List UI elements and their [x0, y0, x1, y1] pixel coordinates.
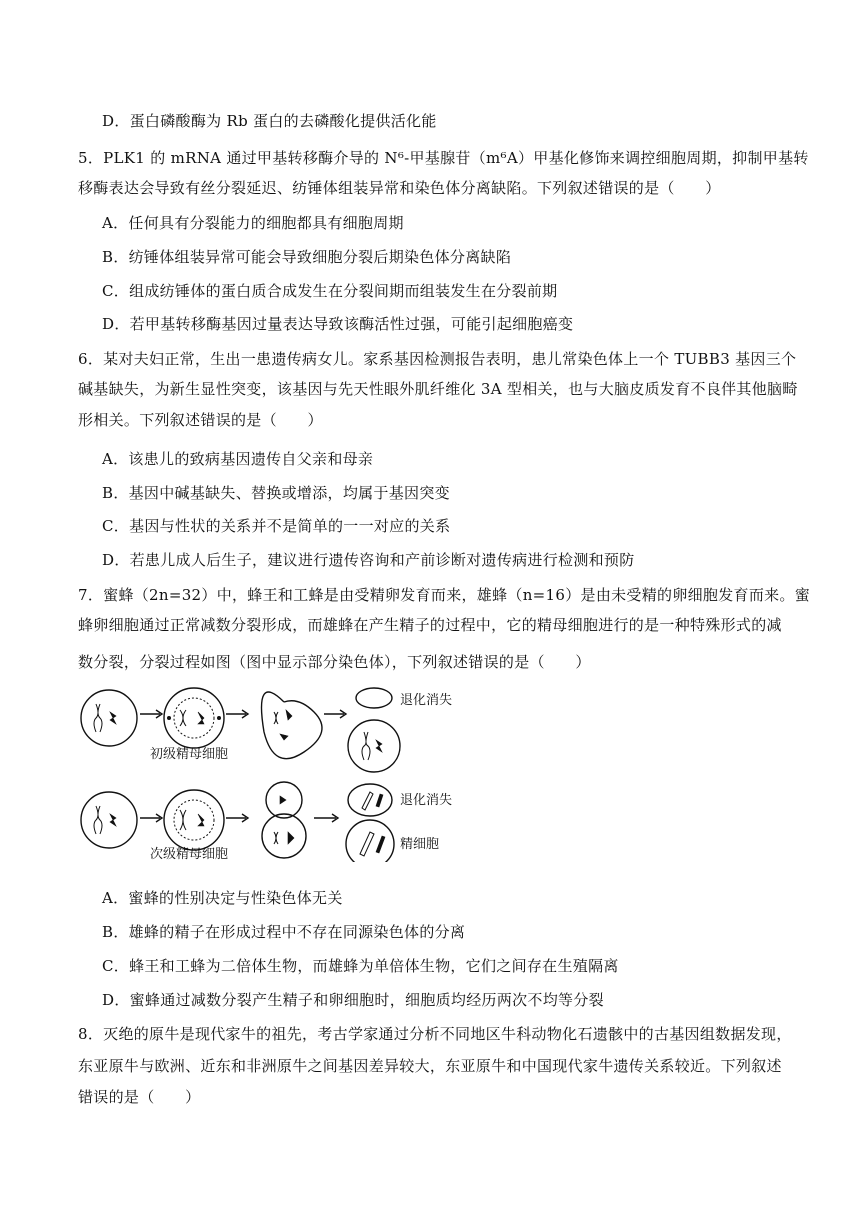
q4-option-d: D．蛋白磷酸酶为 Rb 蛋白的去磷酸化提供活化能 — [102, 112, 437, 130]
q5-option-a: A．任何具有分裂能力的细胞都具有细胞周期 — [102, 214, 404, 232]
row-2-sperm-cell — [346, 820, 439, 862]
row-1-product-cell — [348, 720, 400, 772]
q6-option-c: C．基因与性状的关系并不是简单的一一对应的关系 — [102, 517, 451, 535]
row-2-degenerate-cell — [348, 784, 452, 816]
label-secondary-spermatocyte: 次级精母细胞 — [150, 847, 229, 862]
q5-option-c: C．组成纺锤体的蛋白质合成发生在分裂间期而组装发生在分裂前期 — [102, 282, 558, 300]
label-primary-spermatocyte: 初级精母细胞 — [150, 747, 229, 762]
row-2-arrows — [140, 814, 338, 822]
row-2-cell-1 — [81, 792, 137, 848]
q7-stem-line-3: 数分裂，分裂过程如图（图中显示部分染色体），下列叙述错误的是（ ） — [78, 653, 591, 671]
row-1-cell-2-primary-spermatocyte — [164, 688, 224, 748]
row-1-degenerate-cell — [356, 688, 452, 708]
q6-option-b: B．基因中碱基缺失、替换或增添，均属于基因突变 — [102, 484, 450, 502]
q5-stem-line-2: 移酶表达会导致有丝分裂延迟、纺锤体组装异常和染色体分离缺陷。下列叙述错误的是（ ） — [78, 179, 721, 197]
q7-stem-line-1: 7．蜜蜂（2n=32）中，蜂王和工蜂是由受精卵发育而来，雄蜂（n=16）是由未受精的卵细胞发育而来。蜜 — [78, 586, 811, 604]
row-2-cell-3-dividing — [262, 782, 306, 858]
q7-option-a: A．蜜蜂的性别决定与性染色体无关 — [102, 889, 343, 907]
q8-stem-line-3: 错误的是（ ） — [78, 1088, 201, 1106]
label-sperm-cell: 精细胞 — [400, 837, 440, 852]
q6-option-a: A．该患儿的致病基因遗传自父亲和母亲 — [102, 450, 374, 468]
q6-stem-line-3: 形相关。下列叙述错误的是（ ） — [78, 411, 323, 429]
q7-option-d: D．蜜蜂通过减数分裂产生精子和卵细胞时，细胞质均经历两次不均等分裂 — [102, 991, 604, 1009]
q5-option-d: D．若甲基转移酶基因过量表达导致该酶活性过强，可能引起细胞癌变 — [102, 315, 574, 333]
q5-stem-line-1: 5．PLK1 的 mRNA 通过甲基转移酶介导的 N⁶-甲基腺苷（m⁶A）甲基化修饰来调控细胞周期，抑制甲基转 — [78, 149, 809, 167]
row-2-cell-2-secondary-spermatocyte — [164, 790, 224, 850]
q7-option-c: C．蜂王和工蜂为二倍体生物，而雄蜂为单倍体生物，它们之间存在生殖隔离 — [102, 957, 619, 975]
meiosis-diagram — [74, 682, 494, 862]
label-degenerate-2: 退化消失 — [400, 793, 453, 808]
row-1-cell-3-dividing — [262, 692, 323, 759]
q8-stem-line-2: 东亚原牛与欧洲、近东和非洲原牛之间基因差异较大，东亚原牛和中国现代家牛遗传关系较近。下列叙述 — [78, 1057, 782, 1075]
q8-stem-line-1: 8．灭绝的原牛是现代家牛的祖先，考古学家通过分析不同地区牛科动物化石遗骸中的古基因组数据发现， — [78, 1025, 792, 1043]
q6-option-d: D．若患儿成人后生子，建议进行遗传咨询和产前诊断对遗传病进行检测和预防 — [102, 551, 635, 569]
row-1-cell-1 — [81, 690, 137, 746]
q7-stem-line-2: 蜂卵细胞通过正常减数分裂形成，而雄蜂在产生精子的过程中，它的精母细胞进行的是一种特殊形式的减 — [78, 616, 782, 634]
label-degenerate-1: 退化消失 — [400, 693, 453, 708]
q6-stem-line-2: 碱基缺失，为新生显性突变，该基因与先天性眼外肌纤维化 3A 型相关，也与大脑皮质发育不良伴其他脑畸 — [78, 380, 798, 398]
q7-option-b: B．雄蜂的精子在形成过程中不存在同源染色体的分离 — [102, 923, 466, 941]
q6-stem-line-1: 6．某对夫妇正常，生出一患遗传病女儿。家系基因检测报告表明，患儿常染色体上一个 TUBB3 基因三个 — [78, 350, 797, 368]
q5-option-b: B．纺锤体组装异常可能会导致细胞分裂后期染色体分离缺陷 — [102, 248, 512, 266]
